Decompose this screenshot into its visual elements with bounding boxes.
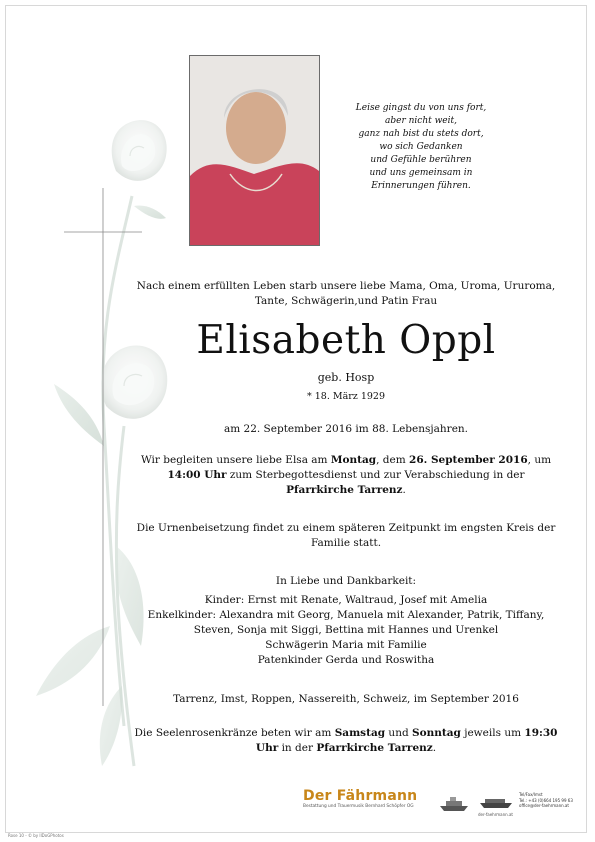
birth-block: [111, 370, 581, 404]
rosary-day: Samstag: [334, 727, 386, 739]
poem-line: aber nicht weit,: [385, 116, 457, 126]
ceremony-day: Montag: [330, 454, 377, 466]
rosary-time: Uhr: [255, 742, 279, 754]
mourners-line: Patenkinder Gerda und Roswitha: [257, 654, 435, 666]
ceremony-line-1: [111, 453, 581, 468]
birth-name: geb. Hosp: [317, 371, 375, 384]
ceremony-text: .: [402, 484, 406, 496]
death-line: am 22. September 2016 im 88. Lebensjahren.: [223, 423, 469, 435]
intro-line: Nach einem erfüllten Leben starb unsere liebe Mama, Oma, Uroma, Ururoma,: [136, 280, 556, 292]
ferry-icon: [479, 797, 513, 809]
rosary-church: Pfarrkirche Tarrenz: [316, 742, 433, 754]
poem: [336, 102, 506, 193]
rosary-day: Sonntag: [412, 727, 461, 739]
brand-subtitle: Bestattung und Trauermusik Bernhard Schöpfer OG: [303, 804, 414, 809]
mourners-line: Enkelkinder: Alexandra mit Georg, Manuela mit Alexander, Patrik, Tiffany,: [147, 609, 545, 621]
ceremony-line-2: [111, 468, 581, 483]
intro: [111, 279, 581, 309]
mourners-line: Kinder: Ernst mit Renate, Waltraud, Josef mit Amelia: [204, 594, 488, 606]
poem-line: Leise gingst du von uns fort,: [355, 103, 487, 113]
intro-line: Tante, Schwägerin,und Patin Frau: [254, 295, 438, 307]
rose-cross-decoration: [6, 6, 206, 832]
rosary-text: .: [432, 742, 437, 754]
mourners-line: Schwägerin Maria mit Familie: [265, 639, 427, 651]
rosary-line-1: [111, 726, 581, 741]
obituary-card: [5, 5, 587, 833]
urn-line: Familie statt.: [310, 537, 382, 549]
deceased-name: Elisabeth Oppl: [196, 318, 496, 363]
ceremony-text: zum Sterbegottesdienst und zur Verabschiedung in der: [226, 469, 525, 481]
death-block: [111, 422, 581, 437]
places-line: Tarrenz, Imst, Roppen, Nassereith, Schweiz, im September 2016: [173, 693, 519, 705]
ceremony: [111, 453, 581, 498]
ceremony-text: , um: [527, 454, 552, 466]
ceremony-date: 26. September 2016: [409, 454, 528, 466]
rosary-text: Die Seelenrosenkränze beten wir am: [134, 727, 335, 739]
rosary-time: 19:30: [524, 727, 558, 739]
places: [111, 692, 581, 707]
portrait-photo: [189, 55, 320, 246]
urn-line: Die Urnenbeisetzung findet zu einem späteren Zeitpunkt im engsten Kreis der: [136, 522, 556, 534]
deceased-block: [111, 319, 581, 363]
mourners-heading: In Liebe und Dankbarkeit:: [275, 575, 417, 587]
contact-line: office@der-faehrmann.at: [519, 803, 569, 808]
rosary-text: in der: [278, 742, 317, 754]
poem-line: und uns gemeinsam in: [369, 168, 473, 178]
ceremony-church: Pfarrkirche Tarrenz: [286, 484, 403, 496]
poem-line: wo sich Gedanken: [379, 142, 463, 152]
ceremony-text: Wir begleiten unsere liebe Elsa am: [140, 454, 331, 466]
poem-line: Erinnerungen führen.: [371, 181, 471, 191]
brand-name: Der Fährmann: [303, 788, 418, 804]
ceremony-text: , dem: [376, 454, 410, 466]
image-credit: Rose 10 - © by IlDoGPhotos: [8, 833, 64, 838]
poem-line: ganz nah bist du stets dort,: [358, 129, 484, 139]
boat-icon: [438, 796, 470, 812]
contact-line: Tel/Fax/Imst: [519, 792, 543, 797]
ceremony-line-3: [111, 483, 581, 498]
rosary-line-2: [111, 741, 581, 756]
birth-date: * 18. März 1929: [306, 391, 386, 402]
ceremony-time: 14:00 Uhr: [167, 469, 227, 481]
faehrmann-logo: [303, 788, 417, 809]
mourners: [111, 574, 581, 668]
mourners-line: Steven, Sonja mit Siggi, Bettina mit Hannes und Urenkel: [193, 624, 499, 636]
urn-notice: [111, 521, 581, 551]
rosary-text: jeweils um: [460, 727, 525, 739]
contact-line: Tel.: +43 (0)664 195 99 63: [519, 797, 573, 803]
contact-block: [519, 792, 573, 809]
rosary: [111, 726, 581, 756]
poem-line: und Gefühle berühren: [370, 155, 472, 165]
rosary-text: und: [385, 727, 413, 739]
portrait-illustration: [190, 56, 319, 245]
site-url: der-faehrmann.at: [478, 812, 513, 817]
